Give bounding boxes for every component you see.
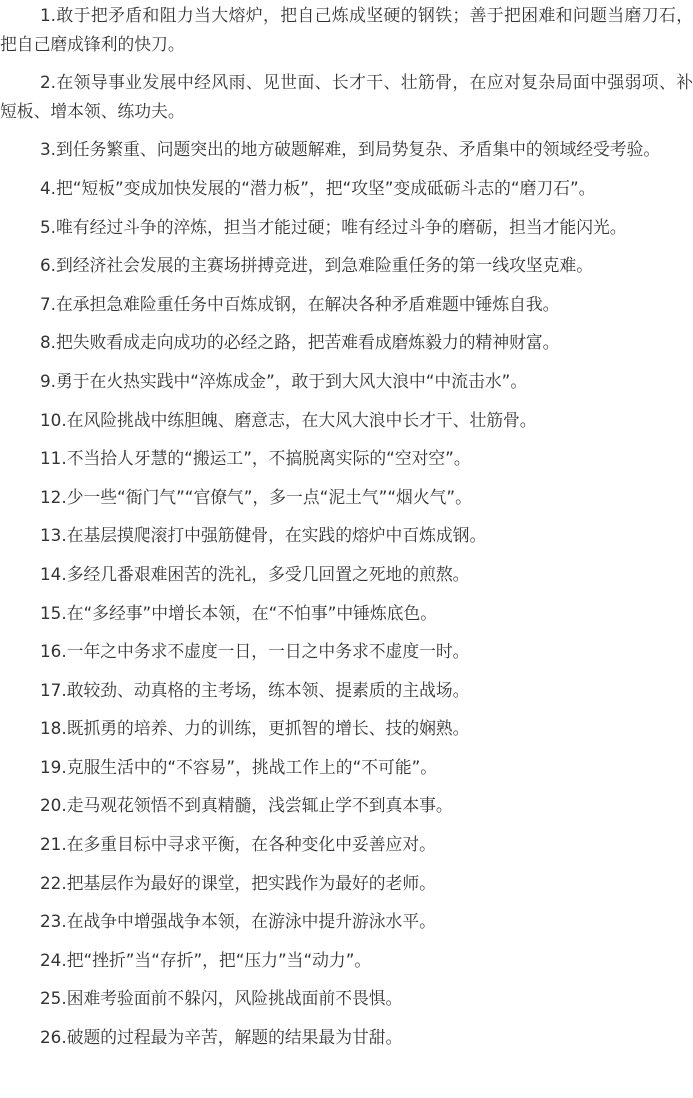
paragraph-24: 24.把“挫折”当“存折”，把“压力”当“动力”。 (40, 949, 372, 970)
paragraph-6: 6.到经济社会发展的主赛场拼搏竞进，到急难险重任务的第一线攻坚克难。 (40, 255, 594, 276)
paragraph-17: 17.敢较劲、动真格的主考场，练本领、提素质的主战场。 (40, 679, 470, 700)
paragraph-25: 25.困难考验面前不躲闪，风险挑战面前不畏惧。 (40, 988, 403, 1009)
paragraph-20: 20.走马观花领悟不到真精髓，浅尝辄止学不到真本事。 (40, 795, 453, 816)
paragraph-7: 7.在承担急难险重任务中百炼成钢，在解决各种矛盾难题中锤炼自我。 (40, 293, 560, 314)
paragraph-22: 22.把基层作为最好的课堂，把实践作为最好的老师。 (40, 872, 436, 893)
paragraph-21: 21.在多重目标中寻求平衡，在各种变化中妥善应对。 (40, 834, 436, 855)
paragraph-19: 19.克服生活中的“不容易”，挑战工作上的“不可能”。 (40, 756, 438, 777)
paragraph-26: 26.破题的过程最为辛苦，解题的结果最为甘甜。 (40, 1027, 403, 1048)
paragraph-18: 18.既抓勇的培养、力的训练，更抓智的增长、技的娴熟。 (40, 718, 470, 739)
paragraph-16: 16.一年之中务求不虚度一日，一日之中务求不虚度一时。 (40, 641, 470, 662)
paragraph-13: 13.在基层摸爬滚打中强筋健骨，在实践的熔炉中百炼成钢。 (40, 525, 487, 546)
paragraph-8: 8.把失败看成走向成功的必经之路，把苦难看成磨炼毅力的精神财富。 (40, 332, 560, 353)
paragraph-14: 14.多经几番艰难困苦的洗礼，多受几回置之死地的煎熬。 (40, 563, 470, 584)
paragraph-12: 12.少一些“衙门气”“官僚气”，多一点“泥土气”“烟火气”。 (40, 486, 472, 507)
paragraph-2: 2.在领导事业发展中经风雨、见世面、长才干、壮筋骨，在应对复杂局面中强弱项、补短板、增本领、练功夫。 (0, 72, 693, 121)
paragraph-9: 9.勇于在火热实践中“淬炼成金”，敢于到大风大浪中“中流击水”。 (40, 370, 528, 391)
paragraph-15: 15.在“多经事”中增长本领，在“不怕事”中锤炼底色。 (40, 602, 438, 623)
paragraph-1: 1.敢于把矛盾和阻力当大熔炉，把自己炼成坚硬的钢铁；善于把困难和问题当磨刀石，把自己磨成锋利的快刀。 (0, 5, 693, 54)
paragraph-5: 5.唯有经过斗争的淬炼，担当才能过硬；唯有经过斗争的磨砺，担当才能闪光。 (40, 216, 627, 237)
paragraph-23: 23.在战争中增强战争本领，在游泳中提升游泳水平。 (40, 911, 436, 932)
paragraph-3: 3.到任务繁重、问题突出的地方破题解难，到局势复杂、矛盾集中的领域经受考验。 (40, 139, 661, 160)
document-body (0, 1, 693, 1062)
paragraph-4: 4.把“短板”变成加快发展的“潜力板”，把“攻坚”变成砥砺斗志的“磨刀石”。 (40, 177, 596, 198)
paragraph-11: 11.不当拾人牙慧的“搬运工”，不搞脱离实际的“空对空”。 (40, 448, 471, 469)
paragraph-10: 10.在风险挑战中练胆魄、磨意志，在大风大浪中长才干、壮筋骨。 (40, 409, 537, 430)
